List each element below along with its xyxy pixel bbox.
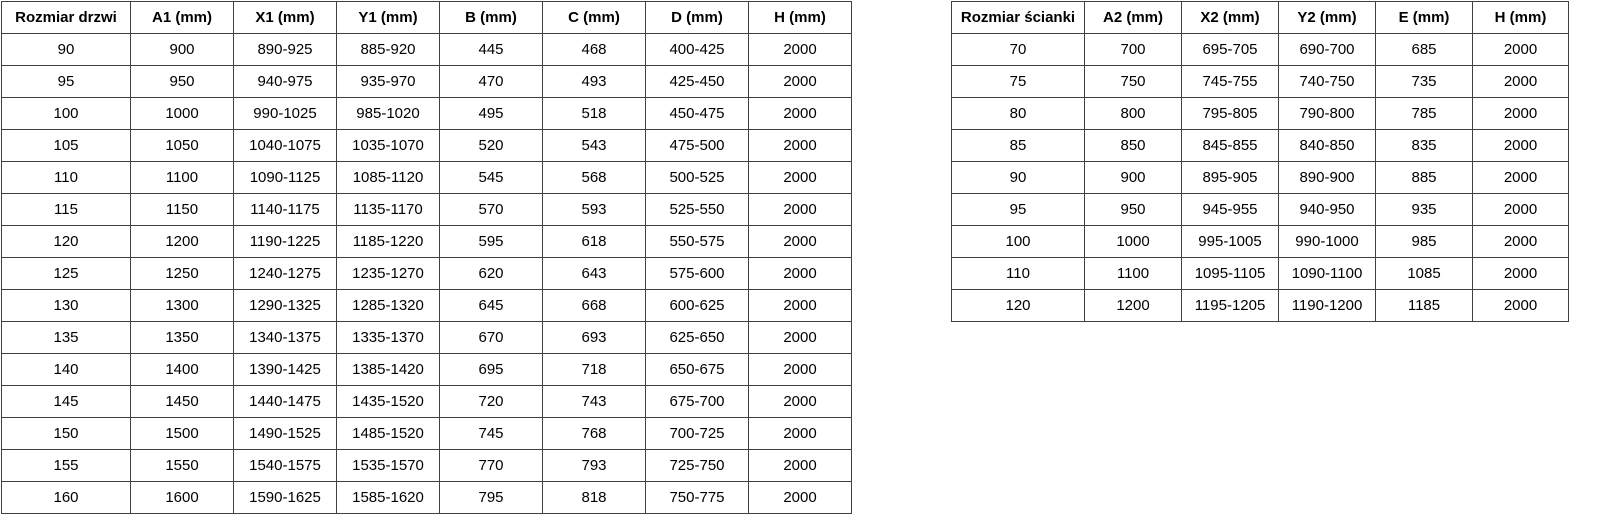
table-cell: 145 bbox=[2, 386, 131, 418]
table-cell: 2000 bbox=[1473, 66, 1569, 98]
table-cell: 2000 bbox=[1473, 130, 1569, 162]
table-cell: 2000 bbox=[749, 194, 852, 226]
table-cell: 575-600 bbox=[646, 258, 749, 290]
table-cell: 670 bbox=[440, 322, 543, 354]
table-cell: 525-550 bbox=[646, 194, 749, 226]
table-cell: 650-675 bbox=[646, 354, 749, 386]
table-cell: 675-700 bbox=[646, 386, 749, 418]
table-row bbox=[952, 98, 1569, 130]
table-cell: 1335-1370 bbox=[337, 322, 440, 354]
table-cell: 125 bbox=[2, 258, 131, 290]
table-row bbox=[2, 354, 852, 386]
table-cell: 768 bbox=[543, 418, 646, 450]
column-header: A1 (mm) bbox=[131, 2, 234, 34]
table-cell: 800 bbox=[1085, 98, 1182, 130]
table-cell: 115 bbox=[2, 194, 131, 226]
table-cell: 2000 bbox=[749, 258, 852, 290]
table-cell: 110 bbox=[2, 162, 131, 194]
table-cell: 135 bbox=[2, 322, 131, 354]
table-row bbox=[952, 290, 1569, 322]
table-cell: 720 bbox=[440, 386, 543, 418]
table-cell: 1500 bbox=[131, 418, 234, 450]
table-cell: 2000 bbox=[749, 226, 852, 258]
table-cell: 518 bbox=[543, 98, 646, 130]
table-cell: 1390-1425 bbox=[234, 354, 337, 386]
table-cell: 945-955 bbox=[1182, 194, 1279, 226]
table-cell: 693 bbox=[543, 322, 646, 354]
table-cell: 1000 bbox=[131, 98, 234, 130]
table-cell: 895-905 bbox=[1182, 162, 1279, 194]
table-cell: 600-625 bbox=[646, 290, 749, 322]
table-cell: 75 bbox=[952, 66, 1085, 98]
table-cell: 1195-1205 bbox=[1182, 290, 1279, 322]
column-header: X1 (mm) bbox=[234, 2, 337, 34]
table-cell: 2000 bbox=[1473, 226, 1569, 258]
table-cell: 1050 bbox=[131, 130, 234, 162]
table-cell: 90 bbox=[2, 34, 131, 66]
table-cell: 740-750 bbox=[1279, 66, 1376, 98]
table-cell: 1100 bbox=[131, 162, 234, 194]
table-row bbox=[2, 226, 852, 258]
table-cell: 2000 bbox=[749, 354, 852, 386]
table-cell: 570 bbox=[440, 194, 543, 226]
column-header: E (mm) bbox=[1376, 2, 1473, 34]
table-cell: 625-650 bbox=[646, 322, 749, 354]
table-row bbox=[2, 34, 852, 66]
table-cell: 790-800 bbox=[1279, 98, 1376, 130]
table-cell: 985-1020 bbox=[337, 98, 440, 130]
table-cell: 1385-1420 bbox=[337, 354, 440, 386]
table-cell: 495 bbox=[440, 98, 543, 130]
table-cell: 618 bbox=[543, 226, 646, 258]
table-cell: 900 bbox=[131, 34, 234, 66]
column-header: C (mm) bbox=[543, 2, 646, 34]
table-cell: 890-900 bbox=[1279, 162, 1376, 194]
table-cell: 950 bbox=[131, 66, 234, 98]
wall-table-header-row bbox=[952, 2, 1569, 34]
table-row bbox=[2, 418, 852, 450]
table-row bbox=[952, 34, 1569, 66]
table-cell: 2000 bbox=[749, 34, 852, 66]
table-cell: 2000 bbox=[1473, 194, 1569, 226]
table-cell: 735 bbox=[1376, 66, 1473, 98]
table-cell: 90 bbox=[952, 162, 1085, 194]
table-cell: 840-850 bbox=[1279, 130, 1376, 162]
table-cell: 545 bbox=[440, 162, 543, 194]
column-header: X2 (mm) bbox=[1182, 2, 1279, 34]
table-cell: 1450 bbox=[131, 386, 234, 418]
table-cell: 818 bbox=[543, 482, 646, 514]
table-row bbox=[2, 322, 852, 354]
table-cell: 1150 bbox=[131, 194, 234, 226]
table-cell: 140 bbox=[2, 354, 131, 386]
table-cell: 940-950 bbox=[1279, 194, 1376, 226]
table-cell: 2000 bbox=[749, 66, 852, 98]
column-header: Rozmiar ścianki bbox=[952, 2, 1085, 34]
table-cell: 1000 bbox=[1085, 226, 1182, 258]
table-cell: 2000 bbox=[749, 322, 852, 354]
table-cell: 1200 bbox=[131, 226, 234, 258]
table-cell: 1550 bbox=[131, 450, 234, 482]
table-cell: 80 bbox=[952, 98, 1085, 130]
table-cell: 1035-1070 bbox=[337, 130, 440, 162]
table-cell: 1085 bbox=[1376, 258, 1473, 290]
table-cell: 1090-1125 bbox=[234, 162, 337, 194]
table-cell: 470 bbox=[440, 66, 543, 98]
table-cell: 1135-1170 bbox=[337, 194, 440, 226]
table-cell: 1040-1075 bbox=[234, 130, 337, 162]
table-cell: 1185 bbox=[1376, 290, 1473, 322]
table-cell: 105 bbox=[2, 130, 131, 162]
table-row bbox=[2, 130, 852, 162]
column-header: B (mm) bbox=[440, 2, 543, 34]
table-cell: 130 bbox=[2, 290, 131, 322]
table-cell: 1400 bbox=[131, 354, 234, 386]
door-table-header-row bbox=[2, 2, 852, 34]
table-cell: 718 bbox=[543, 354, 646, 386]
table-cell: 690-700 bbox=[1279, 34, 1376, 66]
table-row bbox=[2, 98, 852, 130]
table-cell: 900 bbox=[1085, 162, 1182, 194]
table-cell: 1235-1270 bbox=[337, 258, 440, 290]
table-cell: 770 bbox=[440, 450, 543, 482]
table-row bbox=[2, 162, 852, 194]
table-cell: 1300 bbox=[131, 290, 234, 322]
table-cell: 743 bbox=[543, 386, 646, 418]
table-row bbox=[2, 194, 852, 226]
column-header: A2 (mm) bbox=[1085, 2, 1182, 34]
column-header: H (mm) bbox=[1473, 2, 1569, 34]
table-cell: 150 bbox=[2, 418, 131, 450]
table-cell: 543 bbox=[543, 130, 646, 162]
table-cell: 120 bbox=[2, 226, 131, 258]
table-cell: 620 bbox=[440, 258, 543, 290]
column-header: Y1 (mm) bbox=[337, 2, 440, 34]
table-cell: 2000 bbox=[749, 162, 852, 194]
table-cell: 1585-1620 bbox=[337, 482, 440, 514]
table-cell: 2000 bbox=[749, 482, 852, 514]
table-cell: 95 bbox=[2, 66, 131, 98]
table-cell: 1190-1225 bbox=[234, 226, 337, 258]
table-cell: 645 bbox=[440, 290, 543, 322]
table-cell: 2000 bbox=[1473, 98, 1569, 130]
table-cell: 793 bbox=[543, 450, 646, 482]
wall-size-table bbox=[951, 1, 1569, 322]
table-cell: 2000 bbox=[749, 98, 852, 130]
table-cell: 885 bbox=[1376, 162, 1473, 194]
table-cell: 1190-1200 bbox=[1279, 290, 1376, 322]
table-cell: 935 bbox=[1376, 194, 1473, 226]
table-cell: 500-525 bbox=[646, 162, 749, 194]
table-row bbox=[2, 386, 852, 418]
table-cell: 745 bbox=[440, 418, 543, 450]
table-cell: 935-970 bbox=[337, 66, 440, 98]
table-cell: 550-575 bbox=[646, 226, 749, 258]
table-cell: 1535-1570 bbox=[337, 450, 440, 482]
table-cell: 110 bbox=[952, 258, 1085, 290]
table-cell: 745-755 bbox=[1182, 66, 1279, 98]
table-cell: 2000 bbox=[749, 290, 852, 322]
table-cell: 845-855 bbox=[1182, 130, 1279, 162]
table-cell: 695 bbox=[440, 354, 543, 386]
table-cell: 1340-1375 bbox=[234, 322, 337, 354]
table-cell: 1250 bbox=[131, 258, 234, 290]
table-cell: 2000 bbox=[749, 130, 852, 162]
table-cell: 155 bbox=[2, 450, 131, 482]
table-cell: 850 bbox=[1085, 130, 1182, 162]
table-cell: 1090-1100 bbox=[1279, 258, 1376, 290]
table-cell: 520 bbox=[440, 130, 543, 162]
table-row bbox=[952, 258, 1569, 290]
table-cell: 668 bbox=[543, 290, 646, 322]
table-cell: 643 bbox=[543, 258, 646, 290]
table-cell: 750 bbox=[1085, 66, 1182, 98]
table-row bbox=[2, 290, 852, 322]
table-cell: 1285-1320 bbox=[337, 290, 440, 322]
table-cell: 885-920 bbox=[337, 34, 440, 66]
table-cell: 1600 bbox=[131, 482, 234, 514]
table-cell: 1290-1325 bbox=[234, 290, 337, 322]
table-cell: 1185-1220 bbox=[337, 226, 440, 258]
table-cell: 468 bbox=[543, 34, 646, 66]
table-cell: 400-425 bbox=[646, 34, 749, 66]
table-cell: 1590-1625 bbox=[234, 482, 337, 514]
table-cell: 1540-1575 bbox=[234, 450, 337, 482]
table-cell: 2000 bbox=[1473, 162, 1569, 194]
door-size-table bbox=[1, 1, 852, 514]
table-cell: 1435-1520 bbox=[337, 386, 440, 418]
table-cell: 795 bbox=[440, 482, 543, 514]
column-header: Rozmiar drzwi bbox=[2, 2, 131, 34]
table-cell: 1350 bbox=[131, 322, 234, 354]
column-header: Y2 (mm) bbox=[1279, 2, 1376, 34]
column-header: H (mm) bbox=[749, 2, 852, 34]
table-cell: 593 bbox=[543, 194, 646, 226]
table-cell: 1085-1120 bbox=[337, 162, 440, 194]
table-cell: 100 bbox=[952, 226, 1085, 258]
table-cell: 595 bbox=[440, 226, 543, 258]
table-row bbox=[952, 194, 1569, 226]
table-cell: 1240-1275 bbox=[234, 258, 337, 290]
table-cell: 120 bbox=[952, 290, 1085, 322]
table-cell: 685 bbox=[1376, 34, 1473, 66]
table-cell: 700 bbox=[1085, 34, 1182, 66]
table-cell: 725-750 bbox=[646, 450, 749, 482]
table-cell: 835 bbox=[1376, 130, 1473, 162]
table-cell: 1440-1475 bbox=[234, 386, 337, 418]
table-row bbox=[2, 66, 852, 98]
table-cell: 1490-1525 bbox=[234, 418, 337, 450]
table-cell: 2000 bbox=[1473, 258, 1569, 290]
table-cell: 990-1025 bbox=[234, 98, 337, 130]
table-cell: 1140-1175 bbox=[234, 194, 337, 226]
table-cell: 2000 bbox=[1473, 290, 1569, 322]
table-cell: 70 bbox=[952, 34, 1085, 66]
table-row bbox=[2, 450, 852, 482]
table-cell: 2000 bbox=[749, 418, 852, 450]
table-row bbox=[952, 162, 1569, 194]
table-row bbox=[2, 258, 852, 290]
table-cell: 493 bbox=[543, 66, 646, 98]
table-cell: 2000 bbox=[749, 450, 852, 482]
table-cell: 475-500 bbox=[646, 130, 749, 162]
table-cell: 750-775 bbox=[646, 482, 749, 514]
column-header: D (mm) bbox=[646, 2, 749, 34]
table-cell: 795-805 bbox=[1182, 98, 1279, 130]
table-row bbox=[952, 226, 1569, 258]
table-cell: 445 bbox=[440, 34, 543, 66]
table-cell: 940-975 bbox=[234, 66, 337, 98]
table-row bbox=[952, 66, 1569, 98]
table-row bbox=[952, 130, 1569, 162]
table-cell: 2000 bbox=[1473, 34, 1569, 66]
table-cell: 568 bbox=[543, 162, 646, 194]
table-cell: 425-450 bbox=[646, 66, 749, 98]
table-cell: 100 bbox=[2, 98, 131, 130]
table-cell: 995-1005 bbox=[1182, 226, 1279, 258]
table-cell: 890-925 bbox=[234, 34, 337, 66]
table-cell: 990-1000 bbox=[1279, 226, 1376, 258]
table-cell: 1485-1520 bbox=[337, 418, 440, 450]
table-cell: 700-725 bbox=[646, 418, 749, 450]
table-cell: 950 bbox=[1085, 194, 1182, 226]
table-cell: 1200 bbox=[1085, 290, 1182, 322]
table-cell: 2000 bbox=[749, 386, 852, 418]
table-cell: 1095-1105 bbox=[1182, 258, 1279, 290]
table-cell: 85 bbox=[952, 130, 1085, 162]
table-cell: 160 bbox=[2, 482, 131, 514]
table-cell: 1100 bbox=[1085, 258, 1182, 290]
table-cell: 95 bbox=[952, 194, 1085, 226]
table-cell: 985 bbox=[1376, 226, 1473, 258]
table-cell: 695-705 bbox=[1182, 34, 1279, 66]
table-cell: 450-475 bbox=[646, 98, 749, 130]
table-row bbox=[2, 482, 852, 514]
table-cell: 785 bbox=[1376, 98, 1473, 130]
